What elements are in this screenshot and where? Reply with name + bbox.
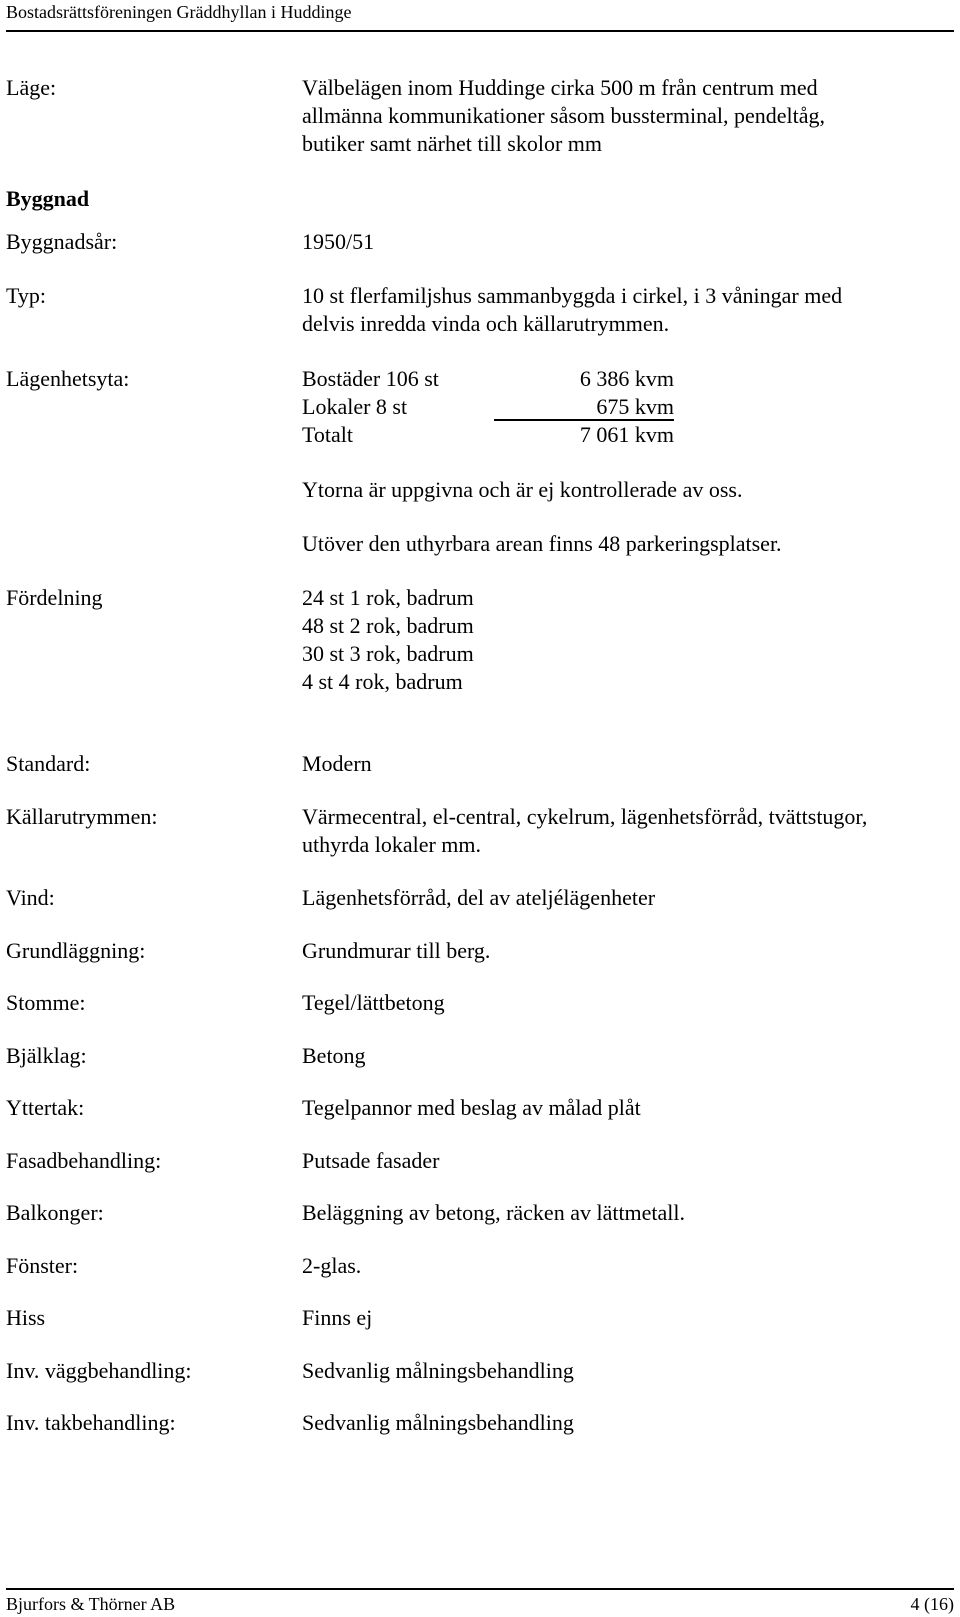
spec-label: Fönster: [6, 1253, 79, 1278]
spec-value: Beläggning av betong, räcken av lättmetall. [302, 1200, 686, 1225]
area-total-value: 7 061 kvm [579, 422, 674, 447]
fordelning-line: 4 st 4 rok, badrum [302, 669, 463, 694]
area-row-name: Totalt [302, 422, 354, 447]
spec-label: Vind: [6, 885, 55, 910]
section-heading-byggnad: Byggnad [6, 186, 90, 211]
spec-label: Hiss [6, 1305, 46, 1330]
spec-label: Källarutrymmen: [6, 804, 158, 829]
spec-value: Tegel/lättbetong [302, 990, 445, 1015]
byggnadsar-value: 1950/51 [302, 229, 375, 254]
spec-value: Grundmurar till berg. [302, 938, 491, 963]
lage-label: Läge: [6, 75, 57, 100]
lage-line: allmänna kommunikationer såsom bussterminal, pendeltåg, [302, 103, 825, 128]
spec-label: Standard: [6, 751, 91, 776]
spec-label: Inv. takbehandling: [6, 1410, 176, 1435]
header-rule [6, 30, 954, 32]
spec-value: 2-glas. [302, 1253, 362, 1278]
area-row-value: 675 kvm [494, 393, 674, 421]
byggnadsar-label: Byggnadsår: [6, 229, 118, 254]
spec-value: Finns ej [302, 1305, 373, 1330]
fordelning-label: Fördelning [6, 585, 103, 610]
fordelning-line: 30 st 3 rok, badrum [302, 641, 474, 666]
spec-label: Yttertak: [6, 1095, 85, 1120]
spec-label: Inv. väggbehandling: [6, 1358, 192, 1383]
area-row-name: Bostäder 106 st [302, 366, 439, 391]
lagenhetsyta-label: Lägenhetsyta: [6, 366, 130, 391]
spec-label: Stomme: [6, 990, 86, 1015]
spec-label: Grundläggning: [6, 938, 146, 963]
spec-value: Betong [302, 1043, 366, 1068]
footer-company: Bjurfors & Thörner AB [6, 1594, 176, 1614]
spec-value: Sedvanlig målningsbehandling [302, 1410, 574, 1435]
area-row-value: 6 386 kvm [579, 366, 674, 391]
spec-label: Bjälklag: [6, 1043, 87, 1068]
fordelning-line: 48 st 2 rok, badrum [302, 613, 474, 638]
parking-note: Utöver den uthyrbara arean finns 48 parkeringsplatser. [302, 531, 782, 556]
spec-label: Fasadbehandling: [6, 1148, 162, 1173]
spec-value: Sedvanlig målningsbehandling [302, 1358, 574, 1383]
spec-value: Värmecentral, el-central, cykelrum, lägenhetsförråd, tvättstugor, [302, 804, 868, 829]
typ-line: delvis inredda vinda och källarutrymmen. [302, 311, 670, 336]
spec-value: Putsade fasader [302, 1148, 440, 1173]
typ-line: 10 st flerfamiljshus sammanbyggda i cirkel, i 3 våningar med [302, 283, 843, 308]
spec-value: Tegelpannor med beslag av målad plåt [302, 1095, 641, 1120]
lage-line: butiker samt närhet till skolor mm [302, 131, 603, 156]
spec-label: Balkonger: [6, 1200, 104, 1225]
fordelning-line: 24 st 1 rok, badrum [302, 585, 474, 610]
lage-line: Välbelägen inom Huddinge cirka 500 m från centrum med [302, 75, 818, 100]
spec-value: Modern [302, 751, 372, 776]
footer-page-number: 4 (16) [910, 1594, 954, 1614]
spec-value: Lägenhetsförråd, del av ateljélägenheter [302, 885, 656, 910]
page-header-title: Bostadsrättsföreningen Gräddhyllan i Huddinge [6, 2, 352, 22]
area-note: Ytorna är uppgivna och är ej kontrollerade av oss. [302, 477, 743, 502]
area-row-name: Lokaler 8 st [302, 394, 408, 419]
footer-rule [6, 1588, 954, 1590]
spec-value-continued: uthyrda lokaler mm. [302, 832, 482, 857]
typ-label: Typ: [6, 283, 47, 308]
